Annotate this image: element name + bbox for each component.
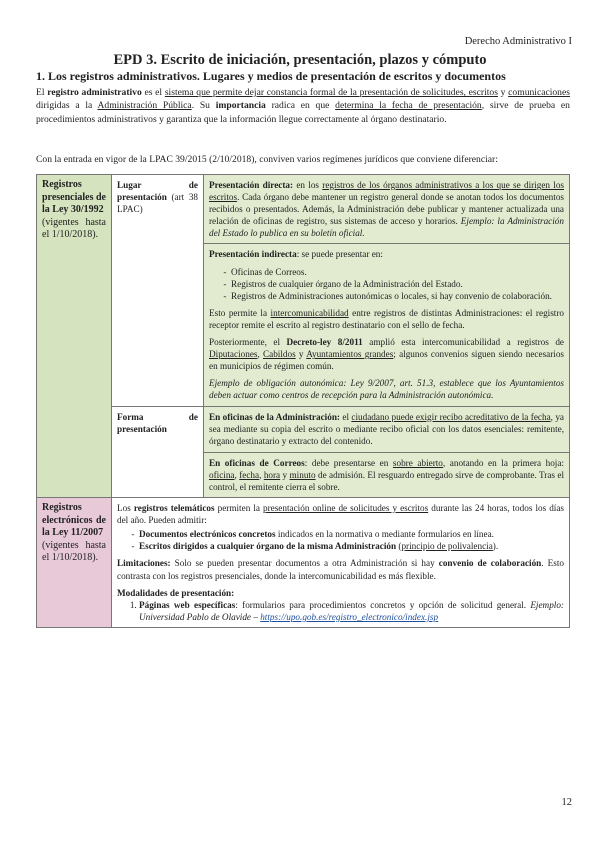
list-item: - Registros de Administraciones autonómicas o locales, si hay convenio de colaboración. (231, 290, 564, 302)
list-item: - Escritos dirigidos a cualquier órgano de la misma Administración (principio de polivalencia). (139, 540, 564, 552)
list-item: - Registros de cualquier órgano de la Administración del Estado. (231, 278, 564, 290)
registros-electronicos-cell: Los registros telemáticos permiten la presentación online de solicitudes y escritos durante las 24 horas, todos los días del año. Pueden admitir: - Documentos electrónicos concretos indicados en la normativa o mediante formularios en línea. - Escritos dirigidos a cualquier órgano de la misma Administración (principio de polivalencia). Limitaciones: Solo se pueden presentar documentos a otra Administración si hay convenio de colaboración. Esto contrasta con los registros presenciales, donde la intercomunicabilidad es más flexible. Modalidades de presentación: 1. Páginas web específicas: formularios para procedimientos concretos y opción de solicitud general. Ejemplo: Universidad Pablo de Olavide – https://upo.gob.es/registro_electronico/index.jsp (112, 498, 570, 628)
section-heading: 1. Los registros administrativos. Lugares y medios de presentación de escritos y documentos (36, 69, 506, 83)
registro-electronico-link[interactable]: https://upo.gob.es/registro_electronico/index.jsp (260, 611, 439, 622)
intro-paragraph: El registro administrativo es el sistema que permite dejar constancia formal de la presentación de solicitudes, escritos y comunicaciones dirigidas a la Administración Pública. Su importancia radica en que determina la fecha de presentación, sirve de prueba en procedimientos administrativos y garantiza que la información llegue correctamente al órgano destinatario. (36, 87, 570, 125)
list-item: 1. Páginas web específicas: formularios para procedimientos concretos y opción de solicitud general. Ejemplo: Universidad Pablo de Olavide – https://upo.gob.es/registro_electronico/index.jsp (139, 599, 564, 623)
running-header: Derecho Administrativo I (464, 36, 572, 47)
row-head-presenciales: Registros presenciales de la Ley 30/1992 (vigentes hasta el 1/10/2018). (37, 175, 112, 498)
row-head-electronicos: Registros electrónicos de la Ley 11/2007 (vigentes hasta el 1/10/2018). (37, 498, 112, 628)
page-number: 12 (561, 797, 572, 808)
page-title: EPD 3. Escrito de iniciación, presentación, plazos y cómputo (113, 52, 487, 68)
lugar-presentacion-label: Lugar de presentación (art 38 LPAC) (112, 175, 204, 407)
list-item: - Documentos electrónicos concretos indicados en la normativa o mediante formularios en línea. (139, 528, 564, 540)
registros-table (36, 174, 570, 628)
forma-presentacion-cell: En oficinas de la Administración: el ciudadano puede exigir recibo acreditativo de la fecha, ya sea mediante su copia del escrito o mediante recibo oficial con los datos esenciales: remitente, órgano destinatario y extracto del contenido. En oficinas de Correos: debe presentarse en sobre abierto, anotando en la primera hoja: oficina, fecha, hora y minuto de admisión. El resguardo entregado sirve de comprobante. Tras el control, el remitente cierra el sobre. (204, 406, 570, 498)
presentacion-indirecta-cell: Presentación indirecta: se puede presentar en: - Oficinas de Correos. - Registros de cualquier órgano de la Administración del Estado. - Registros de Administraciones autonómicas o locales, si hay convenio de colaboración. Esto permite la intercomunicabilidad entre registros de distintas Administraciones: el registro receptor remite el escrito al registro destinatario con el sello de fecha. Posteriormente, el Decreto-ley 8/2011 amplió esta intercomunicabilidad a registros de Diputaciones, Cabildos y Ayuntamientos grandes; algunos convenios siguen siendo necesarios en municipios de régimen común. Ejemplo de obligación autonómica: Ley 9/2007, art. 51.3, establece que los Ayuntamientos deben actuar como centros de recepción para la Administración autonómica. (204, 244, 570, 406)
presentacion-directa-cell: Presentación directa: en los registros de los órganos administrativos a los que se dirigen los escritos. Cada órgano debe mantener un registro general donde se anotan todos los documentos recibidos o presentados. Además, la Administración debe publicar y mantener actualizada una relación de oficinas de registro, sus sistemas de acceso y horarios. Ejemplo: la Administración del Estado lo publica en su boletín oficial. (204, 175, 570, 244)
forma-presentacion-label: Forma de presentación (112, 406, 204, 498)
regimes-paragraph: Con la entrada en vigor de la LPAC 39/2015 (2/10/2018), conviven varios regímenes jurídicos que conviene diferenciar: (36, 154, 498, 165)
list-item: - Oficinas de Correos. (231, 266, 564, 278)
